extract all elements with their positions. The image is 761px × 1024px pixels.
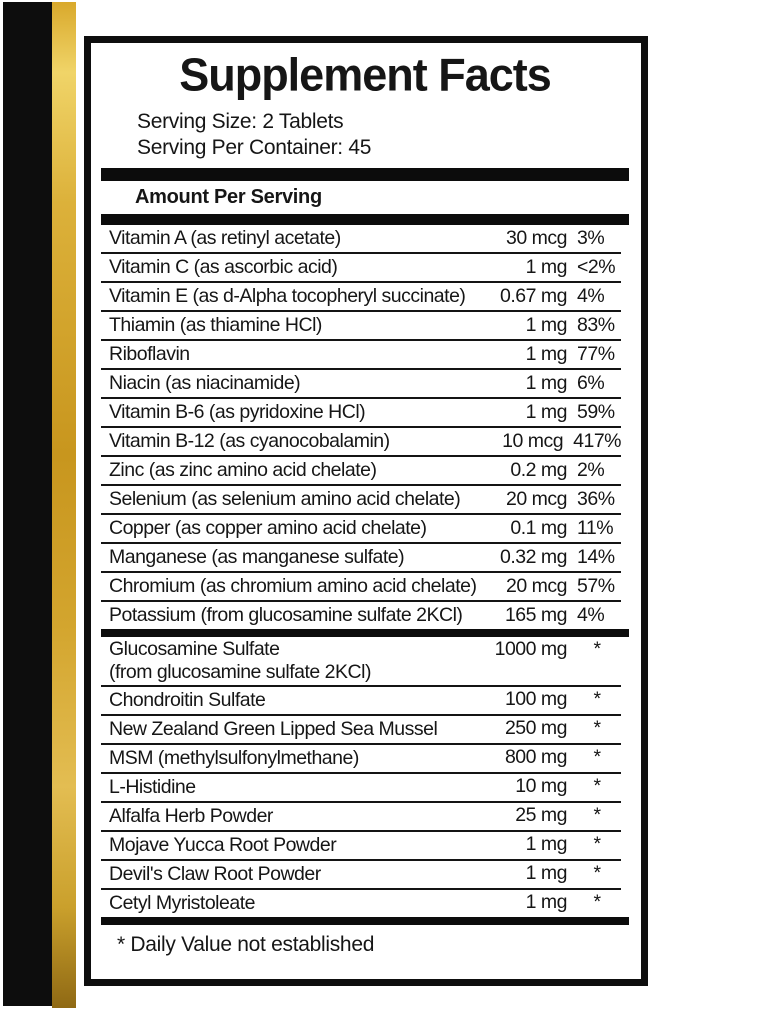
nutrient-name: Vitamin A (as retinyl acetate)	[109, 227, 341, 249]
nutrient-amount: 0.67 mg	[500, 285, 567, 307]
nutrient-amount: 10 mcg	[502, 430, 564, 452]
supplement-amount: 1 mg	[525, 862, 567, 884]
nutrient-name: Thiamin (as thiamine HCl)	[109, 314, 322, 336]
supplement-daily-value: *	[593, 833, 601, 855]
serving-size: Serving Size: 2 Tablets	[137, 110, 344, 133]
supplement-amount: 800 mg	[504, 746, 567, 768]
supplement-daily-value: *	[593, 891, 601, 913]
nutrient-amount: 0.2 mg	[510, 459, 567, 481]
nutrient-row	[101, 283, 621, 312]
nutrient-amount: 30 mcg	[506, 227, 567, 249]
supplement-name: New Zealand Green Lipped Sea Mussel	[109, 718, 438, 740]
package-edge-gold-stripe	[52, 2, 76, 1008]
supplement-name: Mojave Yucca Root Powder	[109, 834, 337, 856]
nutrient-row	[101, 254, 621, 283]
nutrient-row	[101, 341, 621, 370]
supplement-amount: 1 mg	[525, 891, 567, 913]
supplement-name-line2: (from glucosamine sulfate 2KCl)	[109, 661, 371, 683]
supplement-row	[101, 637, 621, 687]
nutrient-daily-value: 36%	[577, 488, 615, 510]
supplement-row	[101, 716, 621, 745]
supplement-name: Cetyl Myristoleate	[109, 892, 255, 914]
supplement-amount: 25 mg	[515, 804, 567, 826]
nutrient-daily-value: 417%	[573, 430, 621, 452]
divider-thick	[101, 214, 629, 225]
supplement-daily-value: *	[593, 804, 601, 826]
nutrient-amount: 165 mg	[504, 604, 567, 626]
nutrient-row	[101, 457, 621, 486]
divider-thick	[101, 168, 629, 181]
supplement-table	[101, 637, 621, 919]
supplement-daily-value: *	[593, 862, 601, 884]
nutrient-name: Riboflavin	[109, 343, 190, 365]
nutrient-amount: 0.1 mg	[510, 517, 567, 539]
nutrient-name: Chromium (as chromium amino acid chelate)	[109, 575, 477, 597]
nutrient-daily-value: 2%	[577, 459, 605, 481]
supplement-row	[101, 861, 621, 890]
supplement-name: Alfalfa Herb Powder	[109, 805, 273, 827]
nutrient-name: Selenium (as selenium amino acid chelate)	[109, 488, 461, 510]
amount-per-serving-header: Amount Per Serving	[135, 186, 322, 208]
nutrient-row	[101, 486, 621, 515]
panel-title: Supplement Facts	[179, 47, 551, 101]
nutrient-row	[101, 544, 621, 573]
supplement-amount: 1 mg	[525, 833, 567, 855]
nutrient-amount: 1 mg	[525, 343, 567, 365]
supplement-daily-value: *	[593, 638, 601, 660]
nutrient-daily-value: 59%	[577, 401, 615, 423]
nutrient-amount: 20 mcg	[506, 575, 567, 597]
nutrient-daily-value: 3%	[577, 227, 605, 249]
nutrient-name: Niacin (as niacinamide)	[109, 372, 301, 394]
nutrient-row	[101, 515, 621, 544]
nutrient-daily-value: 57%	[577, 575, 615, 597]
serving-per-container: Serving Per Container: 45	[137, 136, 372, 159]
supplement-name: MSM (methylsulfonylmethane)	[109, 747, 359, 769]
nutrient-daily-value: <2%	[577, 256, 616, 278]
nutrient-daily-value: 4%	[577, 604, 605, 626]
nutrient-row	[101, 312, 621, 341]
nutrient-name: Potassium (from glucosamine sulfate 2KCl)	[109, 604, 463, 626]
nutrient-amount: 0.32 mg	[500, 546, 567, 568]
supplement-amount: 10 mg	[515, 775, 567, 797]
nutrient-daily-value: 83%	[577, 314, 615, 336]
nutrient-row	[101, 602, 621, 631]
nutrient-amount: 1 mg	[525, 256, 567, 278]
daily-value-footnote: * Daily Value not established	[117, 933, 375, 956]
supplement-amount: 100 mg	[504, 688, 567, 710]
nutrient-row	[101, 225, 621, 254]
nutrient-row	[101, 370, 621, 399]
nutrient-daily-value: 14%	[577, 546, 615, 568]
nutrient-name: Vitamin C (as ascorbic acid)	[109, 256, 338, 278]
nutrient-daily-value: 4%	[577, 285, 605, 307]
nutrient-name: Vitamin B-12 (as cyanocobalamin)	[109, 430, 390, 452]
supplement-facts-panel	[84, 36, 648, 986]
nutrient-daily-value: 77%	[577, 343, 615, 365]
nutrient-name: Copper (as copper amino acid chelate)	[109, 517, 427, 539]
nutrient-row	[101, 428, 621, 457]
divider-thick	[101, 629, 629, 637]
serving-info	[99, 109, 631, 161]
supplement-row	[101, 774, 621, 803]
supplement-daily-value: *	[593, 717, 601, 739]
nutrient-name: Zinc (as zinc amino acid chelate)	[109, 459, 377, 481]
supplement-amount: 250 mg	[504, 717, 567, 739]
supplement-row	[101, 803, 621, 832]
supplement-name: Devil's Claw Root Powder	[109, 863, 321, 885]
supplement-row	[101, 890, 621, 919]
supplement-daily-value: *	[593, 688, 601, 710]
divider-thick	[101, 917, 629, 925]
nutrient-name: Manganese (as manganese sulfate)	[109, 546, 405, 568]
supplement-daily-value: *	[593, 746, 601, 768]
nutrient-daily-value: 11%	[577, 517, 614, 539]
package-edge-black-bar	[3, 2, 52, 1006]
nutrient-daily-value: 6%	[577, 372, 605, 394]
nutrient-name: Vitamin B-6 (as pyridoxine HCl)	[109, 401, 366, 423]
supplement-name: Glucosamine Sulfate	[109, 638, 280, 660]
nutrient-row	[101, 399, 621, 428]
supplement-amount: 1000 mg	[494, 638, 567, 660]
supplement-row	[101, 745, 621, 774]
supplement-name: Chondroitin Sulfate	[109, 689, 266, 711]
nutrient-name: Vitamin E (as d-Alpha tocopheryl succinate)	[109, 285, 466, 307]
nutrient-amount: 1 mg	[525, 401, 567, 423]
nutrient-amount: 20 mcg	[506, 488, 567, 510]
supplement-daily-value: *	[593, 775, 601, 797]
supplement-row	[101, 832, 621, 861]
supplement-name: L-Histidine	[109, 776, 196, 798]
nutrient-amount: 1 mg	[525, 314, 567, 336]
supplement-row	[101, 687, 621, 716]
nutrient-amount: 1 mg	[525, 372, 567, 394]
nutrient-table	[101, 225, 621, 631]
nutrient-row	[101, 573, 621, 602]
other-ingredients-text	[653, 25, 759, 1003]
